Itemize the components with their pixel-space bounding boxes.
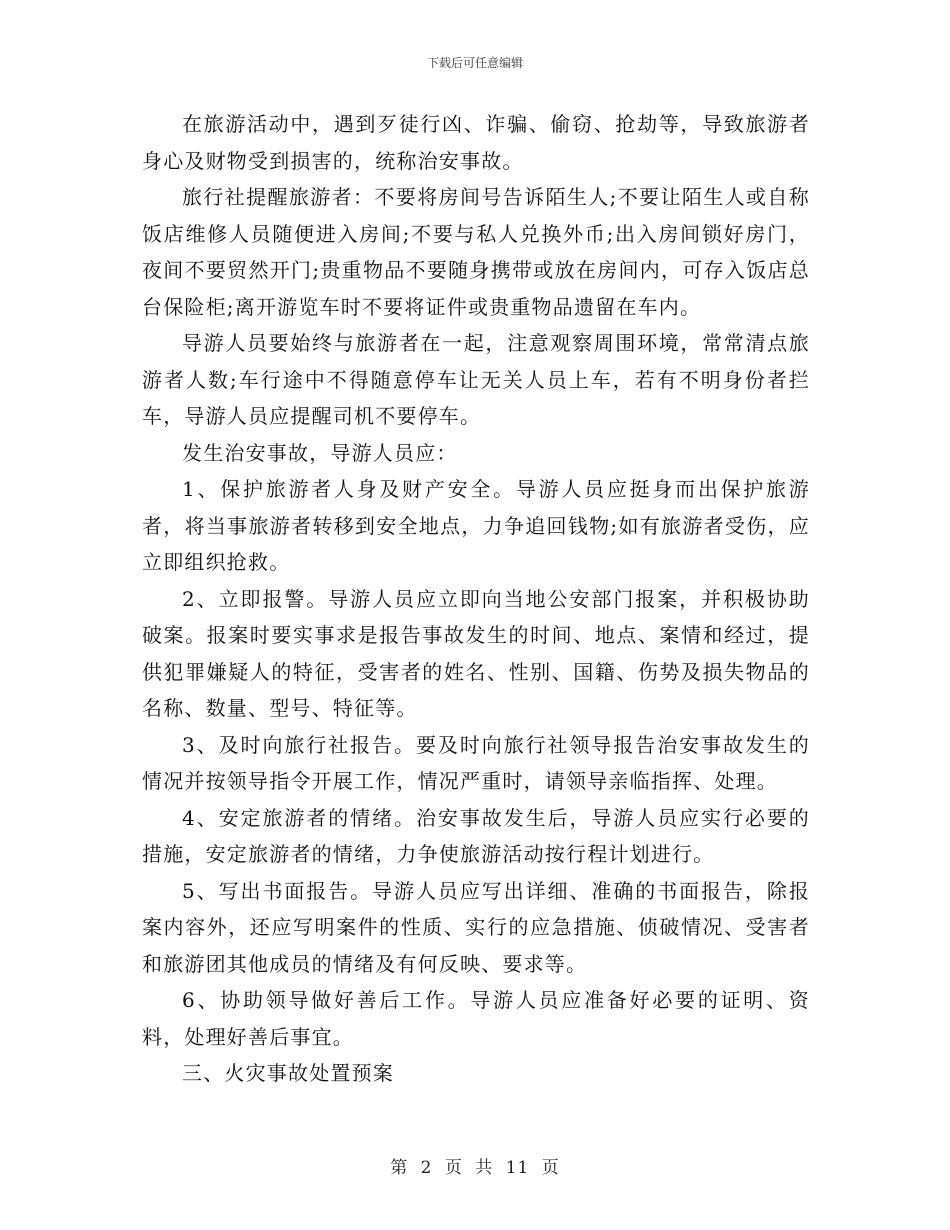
paragraph-intro-steps: 发生治安事故，导游人员应： xyxy=(182,440,458,465)
page-header-note: 下载后可任意编辑 xyxy=(426,56,523,70)
footer-total-word: 共 xyxy=(475,1158,494,1178)
paragraph-step-5: 5、写出书面报告。导游人员应写出详细、准确的书面报告，除报案内容外，还应写明案件的性质、实行的应急措施、侦破情况、受害者和旅游团其他成员的情绪及有何反映、要求等。 xyxy=(142,878,810,976)
paragraph-step-3: 3、及时向旅行社报告。要及时向旅行社领导报告治安事故发生的情况并按领导指令开展工作，情况严重时，请领导亲临指挥、处理。 xyxy=(142,732,810,793)
footer-current-page: 2 xyxy=(420,1158,433,1178)
footer-total-pages: 11 xyxy=(505,1158,530,1178)
footer-prefix: 第 xyxy=(390,1158,409,1178)
footer-suffix: 页 xyxy=(541,1158,560,1178)
paragraph-step-4: 4、安定旅游者的情绪。治安事故发生后，导游人员应实行必要的措施，安定旅游者的情绪，力争使旅游活动按行程计划进行。 xyxy=(142,805,810,866)
footer-page-word: 页 xyxy=(444,1158,463,1178)
paragraph-definition: 在旅游活动中，遇到歹徒行凶、诈骗、偷窃、抢劫等，导致旅游者身心及财物受到损害的，统称治安事故。 xyxy=(142,112,810,173)
section-heading: 三、火灾事故处置预案 xyxy=(182,1061,394,1085)
paragraph-step-6: 6、协助领导做好善后工作。导游人员应准备好必要的证明、资料，处理好善后事宜。 xyxy=(142,988,810,1049)
paragraph-step-1: 1、保护旅游者人身及财产安全。导游人员应挺身而出保护旅游者，将当事旅游者转移到安全地点，力争追回钱物;如有旅游者受伤，应立即组织抢救。 xyxy=(142,477,810,574)
paragraph-guide-duties: 导游人员要始终与旅游者在一起，注意观察周围环境，常常清点旅游者人数;车行途中不得随意停车让无关人员上车，若有不明身份者拦车，导游人员应提醒司机不要停车。 xyxy=(142,331,810,428)
paragraph-step-2: 2、立即报警。导游人员应立即向当地公安部门报案，并积极协助破案。报案时要实事求是报告事故发生的时间、地点、案情和经过，提供犯罪嫌疑人的特征，受害者的姓名、性别、国籍、伤势及损失物品的名称、数量、型号、特征等。 xyxy=(142,586,810,720)
paragraph-reminders: 旅行社提醒旅游者：不要将房间号告诉陌生人;不要让陌生人或自称饭店维修人员随便进入房间;不要与私人兑换外币;出入房间锁好房门，夜间不要贸然开门;贵重物品不要随身携带或放在房间内，可存入饭店总台保险柜;离开游览车时不要将证件或贵重物品遗留在车内。 xyxy=(142,185,810,319)
document-body xyxy=(142,106,810,1092)
page-footer xyxy=(0,1153,950,1178)
